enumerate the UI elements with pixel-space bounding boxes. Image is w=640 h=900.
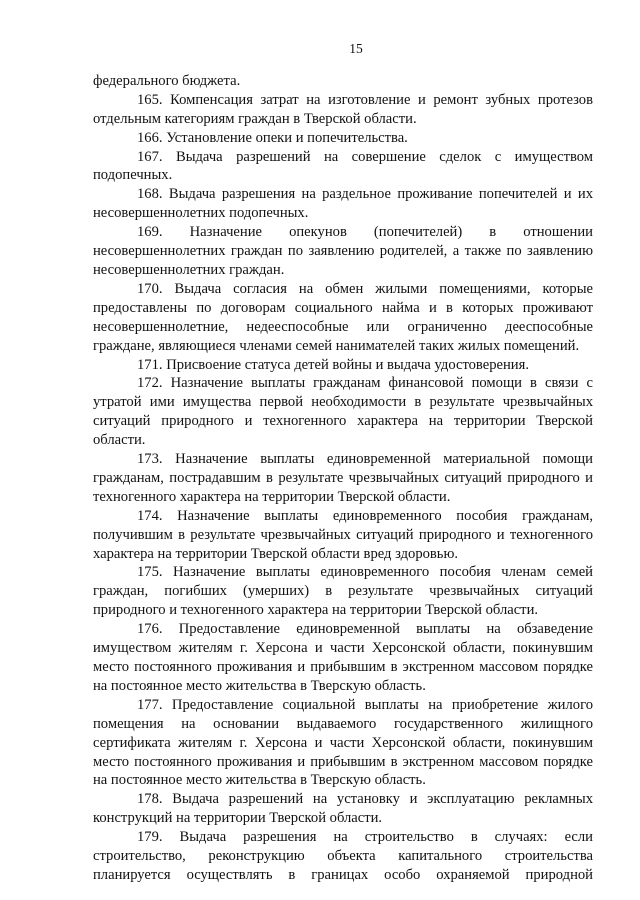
- paragraph-item-173: 173. Назначение выплаты единовременной материальной помощи гражданам, пострадавшим в результате чрезвычайных ситуаций природного и техногенного характера на территории Тверской области.: [93, 451, 593, 505]
- paragraph-item-171: 171. Присвоение статуса детей войны и выдача удостоверения.: [137, 356, 529, 373]
- paragraph-item-169: 169. Назначение опекунов (попечителей) в отношении несовершеннолетних граждан по заявлению родителей, а также по заявлению несовершеннолетних граждан.: [93, 224, 593, 278]
- paragraph-item-168: 168. Выдача разрешения на раздельное проживание попечителей и их несовершеннолетних подопечных.: [93, 186, 593, 222]
- paragraph-item-175: 175. Назначение выплаты единовременного пособия членам семей граждан, погибших (умерших) в результате чрезвычайных ситуаций природного и техногенного характера на территории Тверской области.: [93, 564, 593, 619]
- paragraph-item-174: 174. Назначение выплаты единовременного пособия гражданам, получившим в результате чрезвычайных ситуаций природного и техногенного характера на территории Тверской области вред здоровью.: [93, 507, 593, 562]
- paragraph-item-165: 165. Компенсация затрат на изготовление и ремонт зубных протезов отдельным категориям граждан в Тверской области.: [93, 91, 593, 127]
- paragraph-item-172: 172. Назначение выплаты гражданам финансовой помощи в связи с утратой ими имущества первой необходимости в результате чрезвычайных ситуаций природного и техногенного характера на территории Тверской области.: [93, 375, 593, 449]
- paragraph-item-177: 177. Предоставление социальной выплаты на приобретение жилого помещения на основании выдаваемого государственного жилищного сертификата жителям г. Херсона и части Херсонской области, покинувшим место постоянного проживания и прибывшим в экстренном массовом порядке на постоянное место жительства в Тверскую область.: [93, 696, 593, 789]
- document-page: [93, 40, 593, 885]
- paragraph-item-166: 166. Установление опеки и попечительства.: [137, 129, 408, 146]
- paragraph-item-170: 170. Выдача согласия на обмен жилыми помещениями, которые предоставлены по договорам социального найма и в которых проживают несовершеннолетние, недееспособные или ограниченно дееспособные граждане, являющиеся членами семей нанимателей таких жилых помещений.: [93, 280, 593, 354]
- paragraph-item-178: 178. Выдача разрешений на установку и эксплуатацию рекламных конструкций на территории Тверской области.: [93, 791, 593, 827]
- paragraph-item-167: 167. Выдача разрешений на совершение сделок с имуществом подопечных.: [93, 148, 593, 184]
- paragraph-item-176: 176. Предоставление единовременной выплаты на обзаведение имуществом жителям г. Херсона и части Херсонской области, покинувшим место постоянного проживания и прибывшим в экстренном массовом порядке на постоянное место жительства в Тверскую область.: [93, 621, 593, 694]
- paragraph-continuation: федерального бюджета.: [93, 72, 241, 89]
- paragraph-item-179: 179. Выдача разрешения на строительство в случаях: если строительство, реконструкцию объекта капитального строительства планируется осуществлять в границах особо охраняемой природной: [93, 829, 593, 883]
- page-number: 15: [349, 41, 363, 56]
